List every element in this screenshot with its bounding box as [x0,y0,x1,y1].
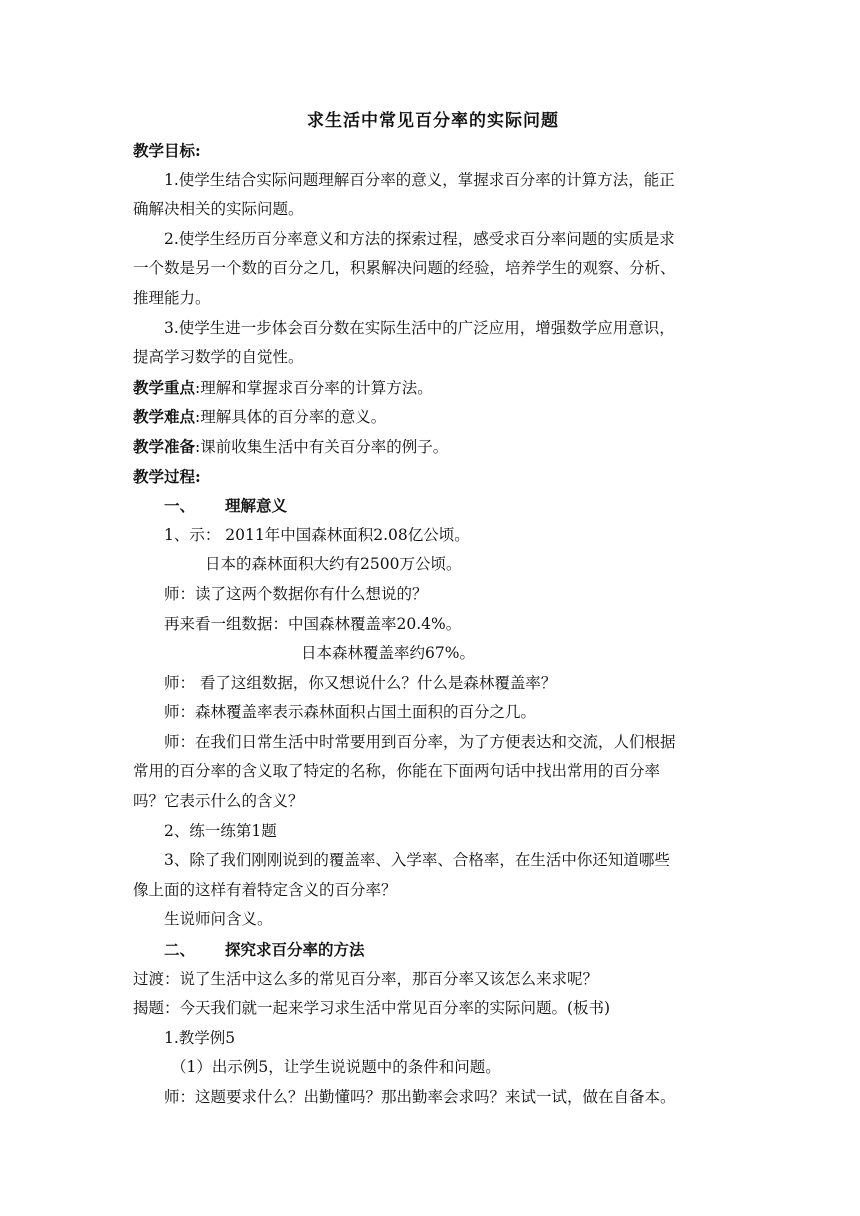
section-1-line-1: 1、示： 2011年中国森林面积2.08亿公顷。 [164,525,470,544]
objective-2-line-3: 推理能力。 [133,288,211,307]
key-point [133,373,733,403]
difficulty [133,402,733,432]
process-heading: 教学过程: [133,466,201,486]
section-2-heading [133,935,733,965]
objectives-heading: 教学目标: [133,141,201,160]
section-1-line-13: 像上面的这样有着特定含义的百分率？ [133,880,397,899]
section-1-line-14: 生说师问含义。 [164,910,273,929]
section-1-line-6: 师： 看了这组数据，你又想说什么？什么是森林覆盖率？ [164,673,557,692]
section-1-line-10: 吗？它表示什么的含义？ [133,792,304,811]
objective-2-line-1: 2.使学生经历百分率意义和方法的探索过程，感受求百分率问题的实质是求 [164,229,675,248]
section-1-line-4: 再来看一组数据：中国森林覆盖率20.4%。 [164,614,462,633]
section-1-line-7: 师：森林覆盖率表示森林面积占国土面积的百分之几。 [164,703,537,722]
objective-3-line-1: 3.使学生进一步体会百分数在实际生活中的广泛应用，增强数学应用意识， [164,318,675,337]
preparation [133,432,733,462]
section-1-line-9: 常用的百分率的含义取了特定的名称，你能在下面两句话中找出常用的百分率 [133,762,661,781]
section-2-line-5: 师：这题要求什么？出勤懂吗？那出勤率会求吗？来试一试，做在自备本。 [164,1088,676,1106]
section-1-number: 一、 [164,496,196,516]
objective-1-line-1: 1.使学生结合实际问题理解百分率的意义，掌握求百分率的计算方法，能正 [164,170,675,189]
section-2-line-4: （1）出示例5，让学生说说题中的条件和问题。 [171,1058,501,1077]
objective-2-line-2: 一个数是另一个数的百分之几，积累解决问题的经验，培养学生的观察、分析、 [133,259,676,278]
difficulty-label: 教学难点 [133,407,196,427]
section-2-number: 二、 [164,940,196,960]
section-1-line-3: 师：读了这两个数据你有什么想说的？ [164,584,428,603]
section-1-title: 理解意义 [225,496,288,516]
document-title: 求生活中常见百分率的实际问题 [307,111,559,131]
preparation-label: 教学准备 [133,436,196,456]
section-2-title: 探究求百分率的方法 [225,940,365,960]
objective-1-line-2: 确解决相关的实际问题。 [133,200,304,219]
section-2-line-3: 1.教学例5 [164,1028,236,1047]
section-2-line-1: 过渡：说了生活中这么多的常见百分率，那百分率又该怎么来求呢？ [133,969,599,988]
difficulty-text: :理解具体的百分率的意义。 [195,408,387,427]
preparation-text: :课前收集生活中有关百分率的例子。 [195,437,449,456]
section-1-heading [133,491,733,521]
objective-3-line-2: 提高学习数学的自觉性。 [133,348,304,367]
section-1-line-5: 日本森林覆盖率约67%。 [301,644,475,663]
key-point-label: 教学重点 [133,377,196,397]
section-1-line-8: 师：在我们日常生活中时常要用到百分率，为了方便表达和交流，人们根据 [164,732,676,751]
key-point-text: :理解和掌握求百分率的计算方法。 [195,378,433,397]
section-2-line-2: 揭题：今天我们就一起来学习求生活中常见百分率的实际问题。(板书) [133,999,611,1018]
section-1-line-2: 日本的森林面积大约有2500万公顷。 [205,555,462,574]
section-1-line-12: 3、除了我们刚刚说到的覆盖率、入学率、合格率，在生活中你还知道哪些 [164,851,670,870]
document-content [133,106,733,1113]
section-1-line-11: 2、练一练第1题 [164,821,277,840]
